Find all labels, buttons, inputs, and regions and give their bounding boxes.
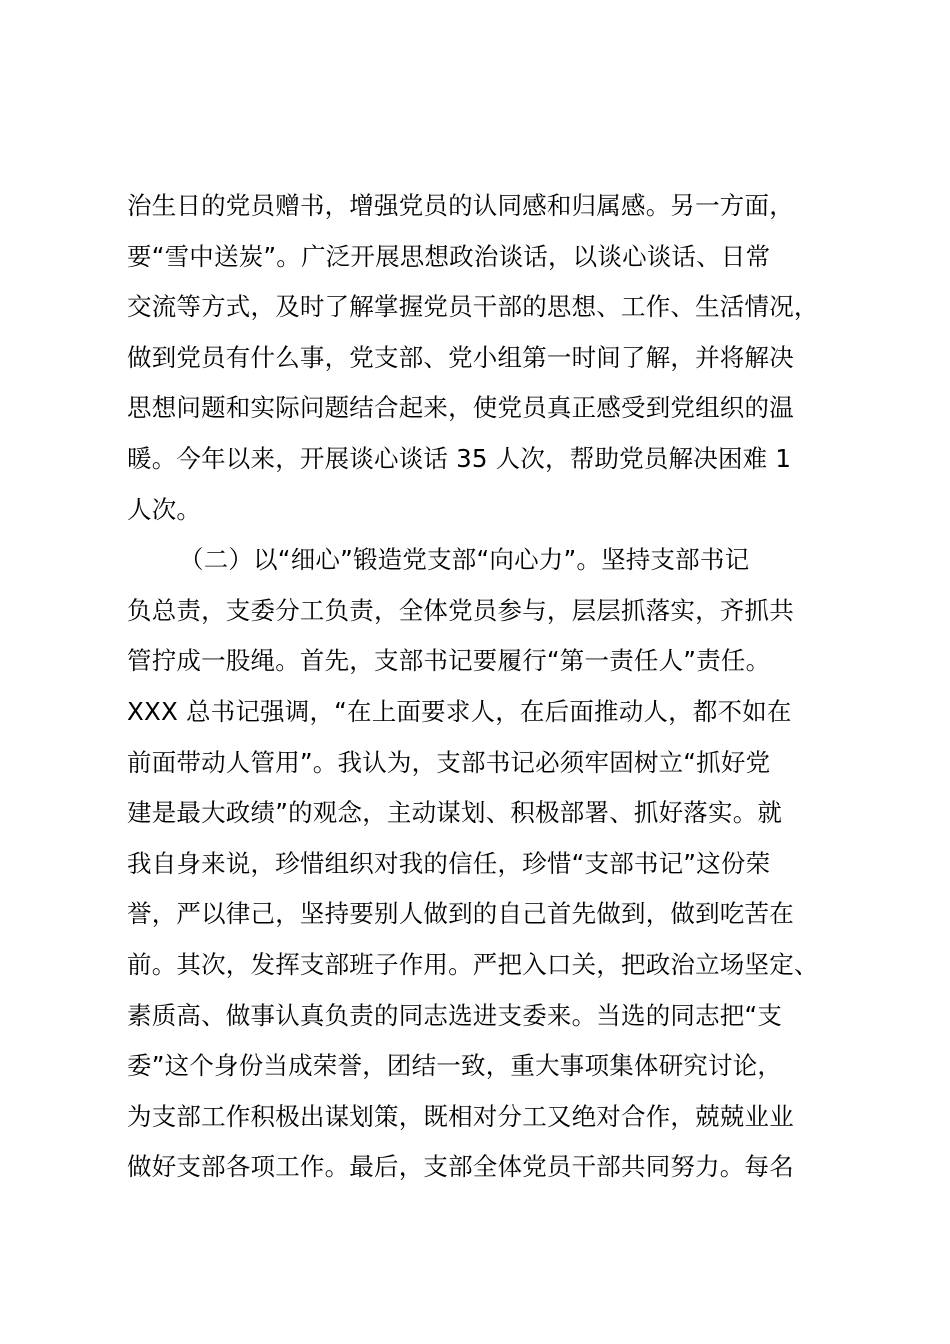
text-line: 前面带动人管用”。我认为，支部书记必须牢固树立“抓好党 — [127, 747, 771, 777]
text-line: 交流等方式，及时了解掌握党员干部的思想、工作、生活情况， — [127, 292, 819, 322]
text-line: 负总责，支委分工负责，全体党员参与，层层抓落实，齐抓共 — [127, 595, 794, 625]
text-line: 治生日的党员赠书，增强党员的认同感和归属感。另一方面， — [127, 191, 794, 220]
text-line: 做到党员有什么事，党支部、党小组第一时间了解，并将解决 — [127, 342, 794, 372]
text-line: 誉，严以律己，坚持要别人做到的自己首先做到，做到吃苦在 — [127, 899, 794, 929]
text-line: XXX 总书记强调，“在上面要求人，在后面推动人，都不如在 — [127, 696, 792, 726]
text-line: 委”这个身份当成荣誉，团结一致，重大事项集体研究讨论， — [127, 1051, 783, 1081]
body-text — [127, 181, 887, 1193]
text-line: 为支部工作积极出谋划策，既相对分工又绝对合作，兢兢业业 — [127, 1101, 794, 1131]
text-line: 我自身来说，珍惜组织对我的信任，珍惜“支部书记”这份荣 — [127, 848, 771, 878]
text-line: 管拧成一股绳。首先，支部书记要履行“第一责任人”责任。 — [127, 646, 771, 676]
text-line: 建是最大政绩”的观念，主动谋划、积极部署、抓好落实。就 — [127, 798, 783, 828]
text-line: 人次。 — [127, 494, 202, 524]
text-line: 做好支部各项工作。最后，支部全体党员干部共同努力。每名 — [127, 1152, 794, 1182]
text-line: 暖。今年以来，开展谈心谈话 35 人次，帮助党员解决困难 1 — [127, 443, 792, 473]
text-line: 素质高、做事认真负责的同志选进支委来。当选的同志把“支 — [127, 1000, 783, 1030]
text-line: 前。其次，发挥支部班子作用。严把入口关，把政治立场坚定、 — [127, 949, 819, 979]
text-line: 思想问题和实际问题结合起来，使党员真正感受到党组织的温 — [127, 393, 794, 423]
section-heading-line: （二）以“细心”锻造党支部“向心力”。坚持支部书记 — [179, 545, 750, 575]
text-line: 要“雪中送炭”。广泛开展思想政治谈话，以谈心谈话、日常 — [127, 241, 771, 271]
